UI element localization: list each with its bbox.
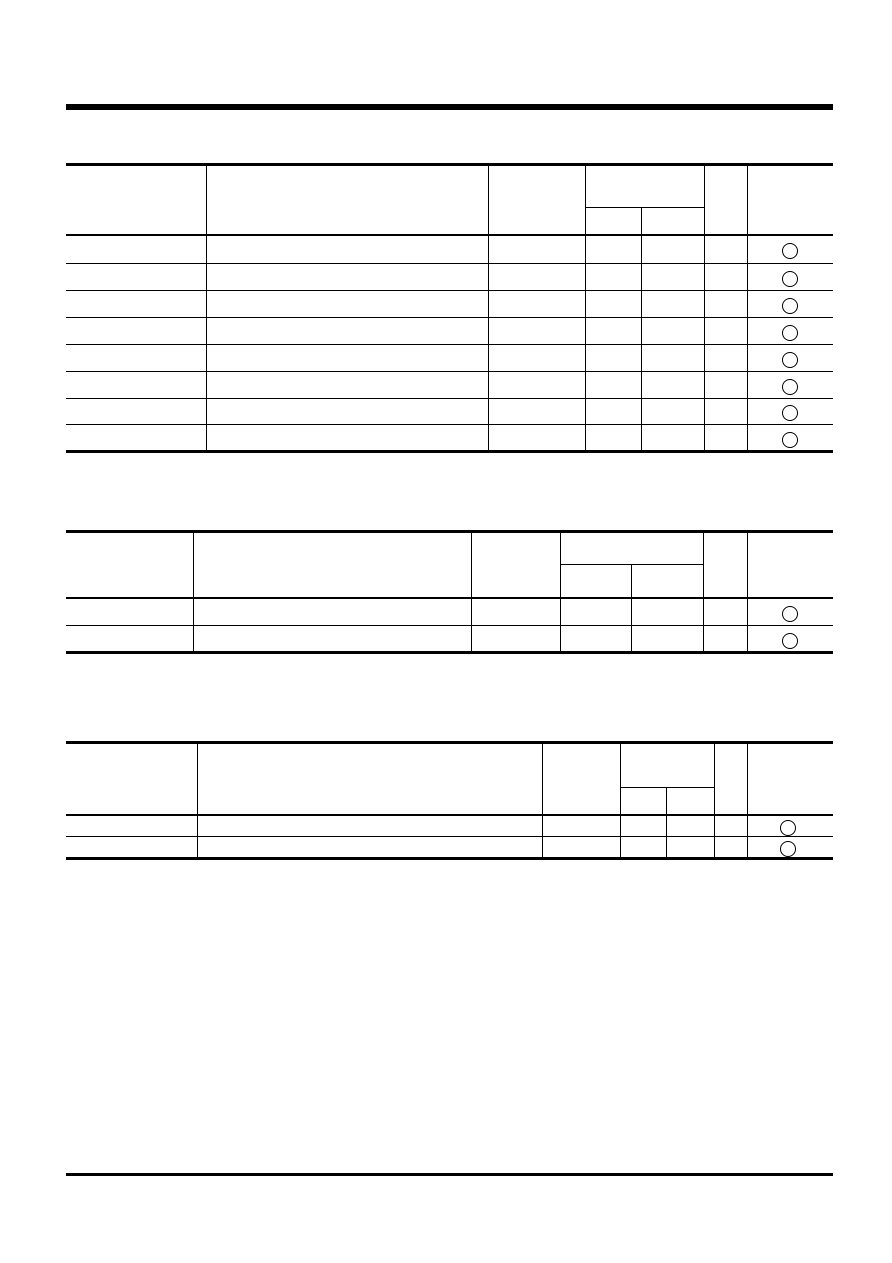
row-circle-icon (782, 379, 798, 395)
table-column-line (585, 163, 586, 451)
row-circle-icon (782, 432, 798, 448)
table-column-line (193, 530, 194, 652)
table-header-border (66, 597, 833, 599)
row-circle-icon (782, 352, 798, 368)
table-column-line (714, 741, 715, 858)
table-column-line (747, 530, 748, 652)
table-bottom-border (66, 651, 833, 654)
table-row-line (66, 836, 833, 837)
row-circle-icon (782, 298, 798, 314)
table-column-line (206, 163, 207, 451)
table-subheader-line (585, 207, 704, 208)
table-row-line (66, 371, 833, 372)
table-top-border (66, 741, 833, 744)
table-row-line (66, 344, 833, 345)
table-row-line (66, 424, 833, 425)
table-row-line (66, 263, 833, 264)
table-row-line (66, 290, 833, 291)
table-column-line (704, 163, 705, 451)
row-circle-icon (782, 405, 798, 421)
table-top-border (66, 163, 833, 166)
table-subheader-line (620, 787, 714, 788)
table-header-border (66, 234, 833, 236)
table-column-line (747, 741, 748, 858)
table-column-line (560, 530, 561, 652)
table-row-line (66, 398, 833, 399)
row-circle-icon (780, 841, 796, 857)
table-column-line (747, 163, 748, 451)
table-column-line (666, 787, 667, 858)
footer-rule (66, 1173, 833, 1176)
table-column-line (197, 741, 198, 858)
table-column-line (542, 741, 543, 858)
table-column-line (488, 163, 489, 451)
table-row-line (66, 317, 833, 318)
table-bottom-border (66, 450, 833, 453)
table-column-line (641, 207, 642, 451)
header-rule (66, 104, 833, 110)
table-column-line (620, 741, 621, 858)
table-header-border (66, 814, 833, 816)
row-circle-icon (782, 606, 798, 622)
table-bottom-border (66, 857, 833, 860)
row-circle-icon (780, 820, 796, 836)
row-circle-icon (782, 633, 798, 649)
table-column-line (471, 530, 472, 652)
row-circle-icon (782, 325, 798, 341)
table-column-line (631, 564, 632, 652)
row-circle-icon (782, 271, 798, 287)
table-top-border (66, 530, 833, 533)
row-circle-icon (782, 243, 798, 259)
table-column-line (703, 530, 704, 652)
table-row-line (66, 625, 833, 626)
